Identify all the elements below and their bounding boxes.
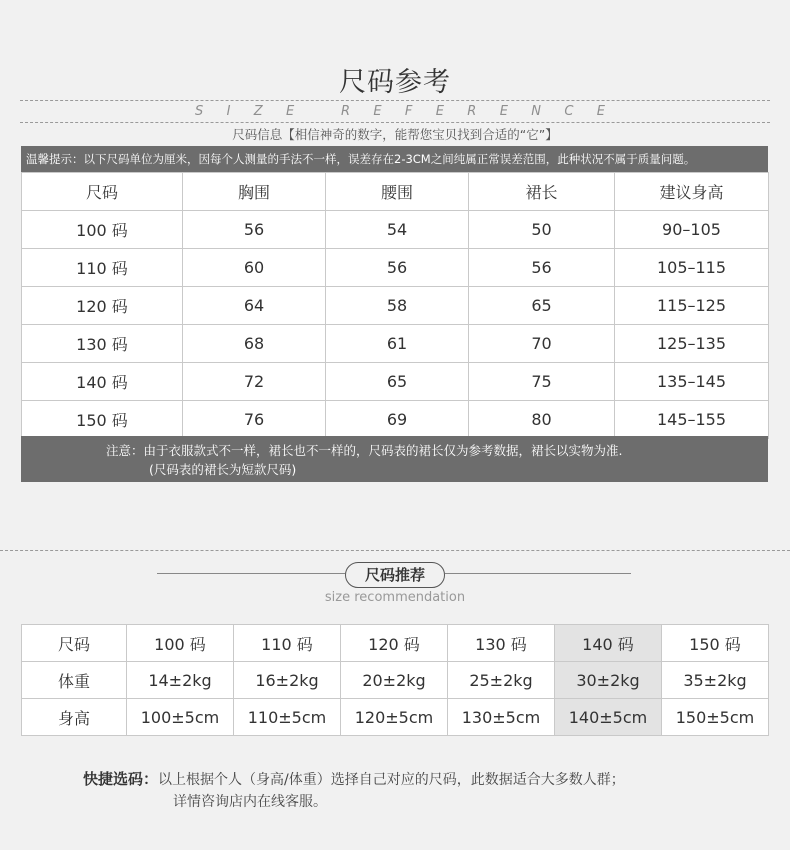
table-cell: 35±2kg: [662, 662, 769, 699]
subtitle-letter: N: [531, 104, 541, 119]
row-label: 身高: [22, 699, 127, 736]
table-cell: 76: [183, 401, 326, 439]
header-chest: 胸围: [183, 173, 326, 211]
table-cell: 125–135: [615, 325, 769, 363]
table-cell: 56: [183, 211, 326, 249]
table-cell: 110 码: [22, 249, 183, 287]
table-row: [22, 249, 769, 287]
size-table-body: [22, 211, 769, 439]
table-cell: 72: [183, 363, 326, 401]
row-label: 体重: [22, 662, 127, 699]
table-cell: 61: [326, 325, 469, 363]
table-cell: 68: [183, 325, 326, 363]
subtitle-letter: E: [373, 104, 382, 119]
table-cell: 14±2kg: [127, 662, 234, 699]
subtitle-letter: F: [404, 104, 413, 119]
page-title: 尺码参考: [339, 67, 451, 98]
subtitle-letter: C: [564, 104, 574, 119]
table-cell: 70: [469, 325, 615, 363]
recommendation-subtitle: size recommendation: [324, 590, 466, 605]
recommendation-table: [21, 624, 769, 736]
row-label: 尺码: [22, 625, 127, 662]
subtitle-letter: Z: [253, 104, 263, 119]
header-size: 尺码: [22, 173, 183, 211]
table-cell: 140 码: [555, 625, 662, 662]
table-cell: 110 码: [234, 625, 341, 662]
table-cell: 60: [183, 249, 326, 287]
table-cell: 150 码: [22, 401, 183, 439]
table-cell: 135–145: [615, 363, 769, 401]
table-cell: 56: [326, 249, 469, 287]
table-cell: 130 码: [448, 625, 555, 662]
table-cell: 110±5cm: [234, 699, 341, 736]
note-line-2: (尺码表的裙长为短款尺码): [149, 462, 297, 477]
table-cell: 105–115: [615, 249, 769, 287]
tips-line-1: 以上根据个人（身高/体重）选择自己对应的尺码，此数据适合大多数人群；: [158, 772, 625, 788]
table-cell: 120 码: [341, 625, 448, 662]
subtitle-letter: E: [499, 104, 508, 119]
table-cell: 150 码: [662, 625, 769, 662]
recommendation-title: 尺码推荐: [345, 562, 445, 588]
table-cell: 65: [469, 287, 615, 325]
table-cell: 140 码: [22, 363, 183, 401]
subtitle-letter: I: [226, 104, 231, 119]
tips-label: 快捷选码：: [83, 770, 159, 788]
table-cell: 90–105: [615, 211, 769, 249]
table-row: [22, 325, 769, 363]
size-table-header: [22, 173, 769, 211]
table-cell: 130±5cm: [448, 699, 555, 736]
notice-bar: 温馨提示：以下尺码单位为厘米，因每个人测量的手法不一样，误差存在2-3CM之间纯属正常误差范围，此种状况不属于质量问题。: [21, 146, 768, 172]
top-divider-2: [20, 122, 770, 123]
table-cell: 120±5cm: [341, 699, 448, 736]
table-cell: 145–155: [615, 401, 769, 439]
table-row: [22, 625, 769, 662]
table-cell: 150±5cm: [662, 699, 769, 736]
table-row: [22, 699, 769, 736]
table-cell: 58: [326, 287, 469, 325]
table-cell: 80: [469, 401, 615, 439]
note-bar: [21, 436, 768, 482]
table-cell: 130 码: [22, 325, 183, 363]
subtitle-letter: R: [340, 104, 350, 119]
table-cell: 115–125: [615, 287, 769, 325]
table-cell: 65: [326, 363, 469, 401]
table-cell: 120 码: [22, 287, 183, 325]
table-cell: 50: [469, 211, 615, 249]
table-cell: 25±2kg: [448, 662, 555, 699]
recommendation-table-body: [22, 625, 769, 736]
table-row: [22, 363, 769, 401]
table-cell: 30±2kg: [555, 662, 662, 699]
table-row: [22, 211, 769, 249]
note-line-1: 注意：由于衣服款式不一样，裙长也不一样的，尺码表的裙长仅为参考数据，裙长以实物为准.: [106, 443, 623, 458]
size-reference-subtitle: [195, 104, 605, 119]
table-cell: 140±5cm: [555, 699, 662, 736]
table-cell: 100 码: [127, 625, 234, 662]
table-row: [22, 662, 769, 699]
quick-size-tips: [83, 768, 625, 813]
table-cell: 100 码: [22, 211, 183, 249]
header-height: 建议身高: [615, 173, 769, 211]
size-info-text: 尺码信息【相信神奇的数字，能帮您宝贝找到合适的“它”】: [232, 127, 558, 142]
table-cell: 69: [326, 401, 469, 439]
subtitle-letter: R: [467, 104, 477, 119]
table-cell: 54: [326, 211, 469, 249]
tips-line-2: 详情咨询店内在线客服。: [173, 794, 327, 810]
subtitle-letter: E: [286, 104, 295, 119]
top-divider: [20, 100, 770, 101]
subtitle-letter: E: [435, 104, 444, 119]
table-row: [22, 401, 769, 439]
header-waist: 腰围: [326, 173, 469, 211]
subtitle-letter: E: [596, 104, 605, 119]
table-cell: 64: [183, 287, 326, 325]
rec-line-right: [445, 573, 631, 574]
table-cell: 20±2kg: [341, 662, 448, 699]
table-row: [22, 287, 769, 325]
table-cell: 56: [469, 249, 615, 287]
table-cell: 100±5cm: [127, 699, 234, 736]
subtitle-letter: S: [195, 104, 204, 119]
table-cell: 75: [469, 363, 615, 401]
size-table: [21, 172, 769, 439]
header-skirt-length: 裙长: [469, 173, 615, 211]
rec-line-left: [157, 573, 345, 574]
table-cell: 16±2kg: [234, 662, 341, 699]
section-divider: [0, 550, 790, 551]
